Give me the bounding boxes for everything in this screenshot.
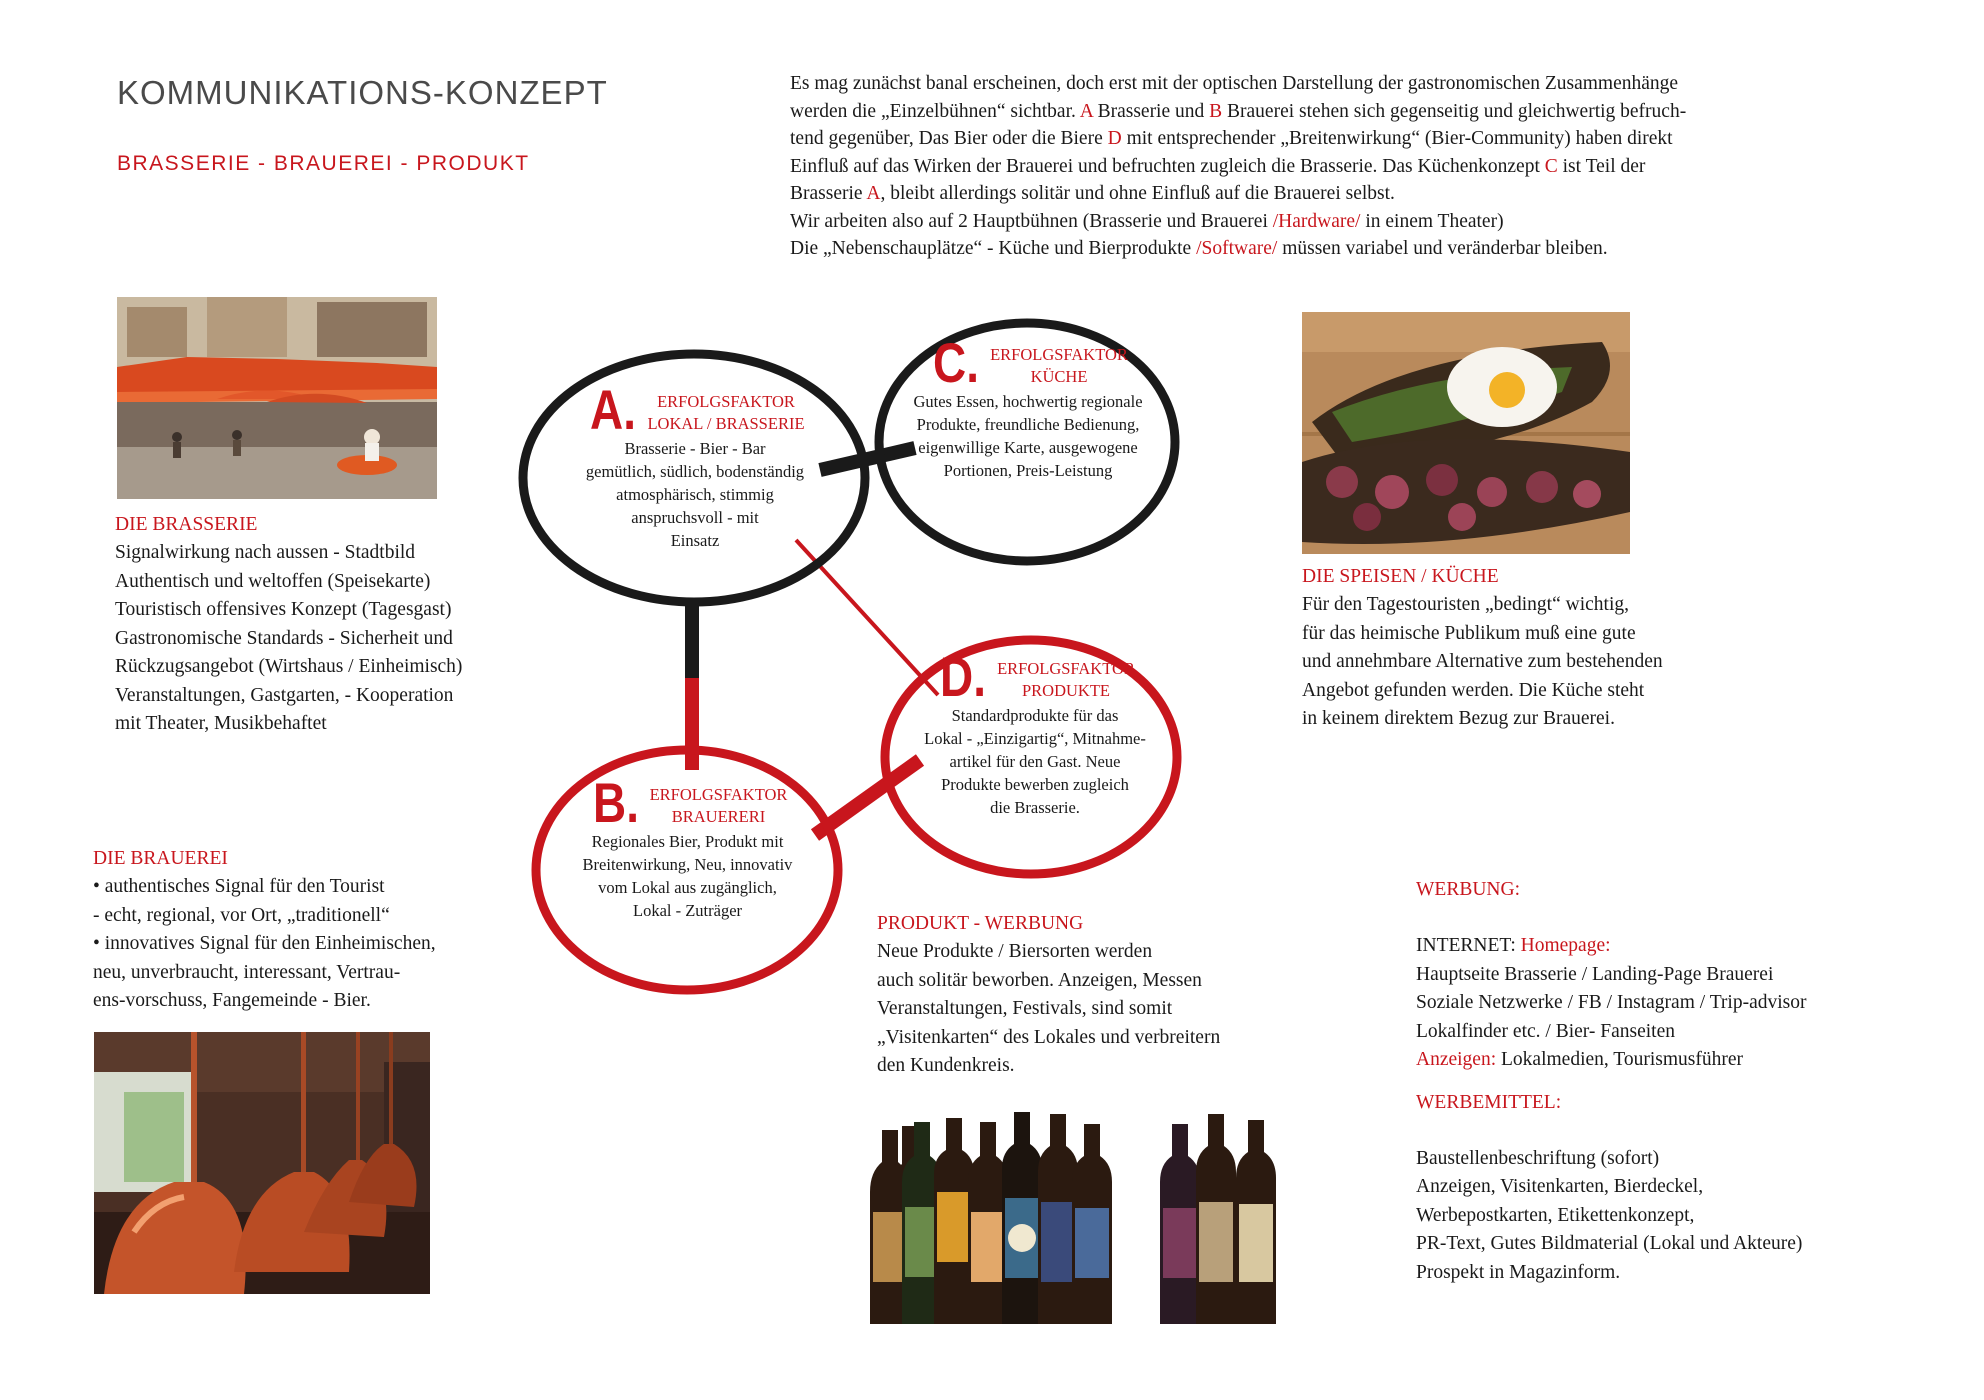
page-title: KOMMUNIKATIONS-KONZEPT [117, 74, 608, 111]
circle-c-content [873, 331, 1183, 482]
circle-b-content [540, 771, 835, 922]
circle-c-label: ERFOLGSFAKTOR KÜCHE [990, 345, 1128, 386]
werbemittel-heading: WERBEMITTEL: [1416, 1091, 1562, 1113]
internet-line: INTERNET: Homepage: [1416, 935, 1611, 956]
circle-c-letter: C. [933, 331, 980, 394]
speisen-text: Für den Tagestouristen „bedingt“ wichtig, für das heimische Publikum muß eine gute und annehmbare Alternative zum bestehenden Angebot gefunden werden. Die Küche steht in keinem direktem Bezug zur Brauerei. [1302, 594, 1663, 729]
circle-c-text: Gutes Essen, hochwertig regionale Produkte, freundliche Bedienung, eigenwillige Karte, ausgewogene Portionen, Preis-Leistung [913, 392, 1143, 480]
intro-text: Es mag zunächst banal erscheinen, doch erst mit der optischen Darstellung der gastronomischen Zusammenhänge werden die „Einzelbühnen“ sichtbar. A Brasserie und B Brauerei stehen sich gegenseitig und gleichwertig befruch- tend gegenüber, Das Bier oder die Biere D mit entsprechender „Breitenwirkung“ (Bier-Community) haben direkt Einfluß auf das Wirken der Brauerei und befruchten zugleich die Brasserie. Das Küchenkonzept C ist Teil der Brasserie A, bleibt allerdings solitär und ohne Einfluß auf die Brauerei selbst. Wir arbeiten also auf 2 Hauptbühnen (Brasserie und Brauerei /Hardware/ in einem Theater) Die „Nebenschauplätze“ - Küche und Bierprodukte /Software/ müssen variabel und veränderbar bleiben. [790, 73, 1687, 259]
produkt-werbung-section [877, 910, 1317, 1081]
brasserie-section [115, 511, 555, 739]
circle-b-label: ERFOLGSFAKTOR BRAUERERI [649, 785, 788, 826]
circle-b-text: Regionales Bier, Produkt mit Breitenwirkung, Neu, innovativ vom Lokal aus zugänglich, Lokal - Zuträger [582, 832, 793, 920]
circle-a-label: ERFOLGSFAKTOR LOKAL / BRASSERIE [647, 392, 805, 433]
speisen-section [1302, 563, 1772, 734]
produkt-werbung-text: Neue Produkte / Biersorten werden auch solitär beworben. Anzeigen, Messen Veranstaltungen, Festivals, sind somit „Visitenkarten“ des Lokales und verbreitern den Kundenkreis. [877, 941, 1221, 1076]
brasserie-heading: DIE BRASSERIE [115, 514, 258, 535]
circle-b-letter: B. [592, 771, 639, 834]
werbung-section [1416, 876, 1916, 1287]
circle-d-text: Standardprodukte für das Lokal - „Einzigartig“, Mitnahme- artikel für den Gast. Neue Produkte bewerben zugleich die Brasserie. [924, 706, 1146, 817]
brauerei-heading: DIE BRAUEREI [93, 848, 228, 869]
circle-d-letter: D. [940, 645, 987, 708]
internet-items: Hauptseite Brasserie / Landing-Page Brauerei Soziale Netzwerke / FB / Instagram / Trip-advisor Lokalfinder etc. / Bier- Fanseiten [1416, 963, 1807, 1042]
anzeigen-line: Anzeigen: Lokalmedien, Tourismusführer [1416, 1049, 1743, 1070]
circle-d-label: ERFOLGSFAKTOR PRODUKTE [997, 659, 1135, 700]
produkt-werbung-heading: PRODUKT - WERBUNG [877, 913, 1084, 934]
werbung-heading: WERBUNG: [1416, 879, 1520, 900]
speisen-heading: DIE SPEISEN / KÜCHE [1302, 566, 1499, 587]
brauerei-text: • authentisches Signal für den Tourist - echt, regional, vor Ort, „traditionell“ • innovatives Signal für den Einheimischen, neu, unverbraucht, interessant, Vertrau- ens-vorschuss, Fangemeinde - Bier. [93, 876, 436, 1011]
circle-a-content [530, 378, 860, 552]
werbemittel-text: Baustellenbeschriftung (sofort) Anzeigen, Visitenkarten, Bierdeckel, Werbepostkarten, Etikettenkonzept, PR-Text, Gutes Bildmaterial (Lokal und Akteure) Prospekt in Magazinform. [1416, 1147, 1803, 1283]
page-subtitle: BRASSERIE - BRAUEREI - PRODUKT [117, 152, 530, 175]
circle-d-content [890, 645, 1180, 819]
circle-a-letter: A. [590, 378, 637, 441]
circle-a-text: Brasserie - Bier - Bar gemütlich, südlich, bodenständig atmosphärisch, stimmig anspruchsvoll - mit Einsatz [585, 439, 805, 550]
brauerei-section [93, 845, 533, 1016]
brasserie-text: Signalwirkung nach aussen - Stadtbild Authentisch und weltoffen (Speisekarte) Touristisch offensives Konzept (Tagesgast) Gastronomische Standards - Sicherheit und Rückzugsangebot (Wirtshaus / Einheimisch) Veranstaltungen, Gastgarten, - Kooperation mit Theater, Musikbehaftet [115, 542, 463, 734]
